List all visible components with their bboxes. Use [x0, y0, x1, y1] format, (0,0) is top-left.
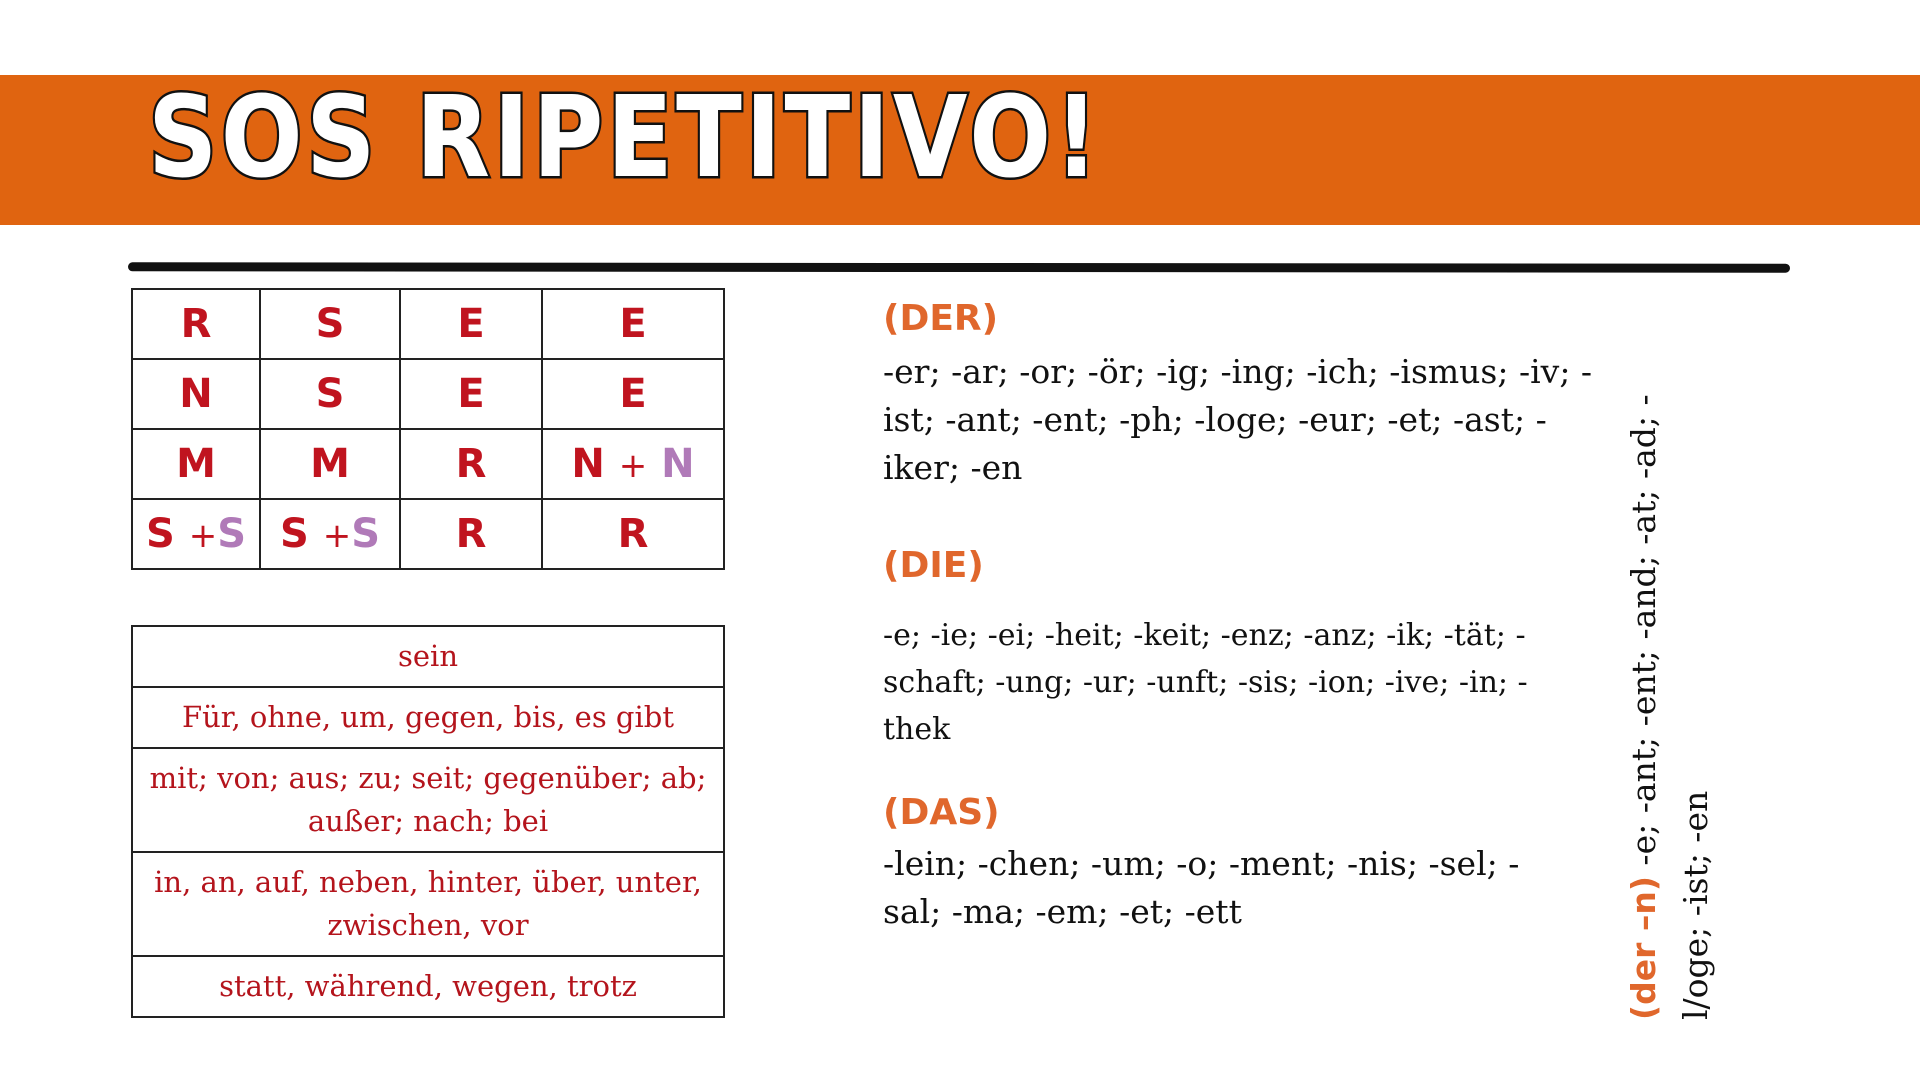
- prep-row-dative: mit; von; aus; zu; seit; gegenüber; ab; außer; nach; bei: [132, 748, 724, 852]
- grid-cell: R: [132, 289, 260, 359]
- grid-cell: S: [260, 359, 400, 429]
- grid-cell: S: [260, 289, 400, 359]
- grid-cell: R: [542, 499, 724, 569]
- table-row: [132, 956, 724, 1017]
- grid-cell: R: [400, 499, 542, 569]
- grid-cell: E: [400, 289, 542, 359]
- grid-cell-mixed: S +S: [260, 499, 400, 569]
- prep-row-genitive: statt, während, wegen, trotz: [132, 956, 724, 1017]
- der-n-vertical-note: [1618, 320, 1758, 1020]
- grid-cell-mixed: N + N: [542, 429, 724, 499]
- table-row: [132, 359, 724, 429]
- der-n-heading: (der –n): [1624, 876, 1663, 1020]
- grid-cell: R: [400, 429, 542, 499]
- der-n-suffixes: -e; -ant; -ent; -and; -at; -ad; -l/oge; -ist; -en: [1624, 394, 1715, 1020]
- prep-row-two-way: in, an, auf, neben, hinter, über, unter, zwischen, vor: [132, 852, 724, 956]
- der-suffixes: -er; -ar; -or; -ör; -ig; -ing; -ich; -ismus; -iv; -ist; -ant; -ent; -ph; -loge; -eur; -et; -ast; -iker; -en: [883, 352, 1593, 487]
- table-row: [132, 748, 724, 852]
- table-row: [132, 429, 724, 499]
- table-row: [132, 687, 724, 748]
- grid-cell: M: [132, 429, 260, 499]
- table-row: [132, 499, 724, 569]
- die-suffixes: -e; -ie; -ei; -heit; -keit; -enz; -anz; -ik; -tät; -schaft; -ung; -ur; -unft; -sis; -ion; -ive; -in; -thek: [883, 618, 1528, 747]
- grid-cell: E: [542, 289, 724, 359]
- grid-cell: M: [260, 429, 400, 499]
- prep-row-sein: sein: [132, 626, 724, 687]
- preposition-table: [131, 625, 725, 1018]
- das-suffixes: -lein; -chen; -um; -o; -ment; -nis; -sel; -sal; -ma; -em; -et; -ett: [883, 844, 1520, 931]
- das-heading: (DAS): [883, 792, 1000, 833]
- table-row: [132, 626, 724, 687]
- case-grid: [131, 288, 725, 570]
- page-title: SOS RIPETITIVO!: [148, 73, 1102, 203]
- grid-cell: E: [542, 359, 724, 429]
- der-heading: (DER): [883, 298, 999, 339]
- table-row: [132, 289, 724, 359]
- grid-cell: N: [132, 359, 260, 429]
- die-heading: (DIE): [883, 545, 984, 586]
- grid-cell: E: [400, 359, 542, 429]
- grid-cell-mixed: S +S: [132, 499, 260, 569]
- divider: [128, 262, 1790, 272]
- prep-row-accusative: Für, ohne, um, gegen, bis, es gibt: [132, 687, 724, 748]
- table-row: [132, 852, 724, 956]
